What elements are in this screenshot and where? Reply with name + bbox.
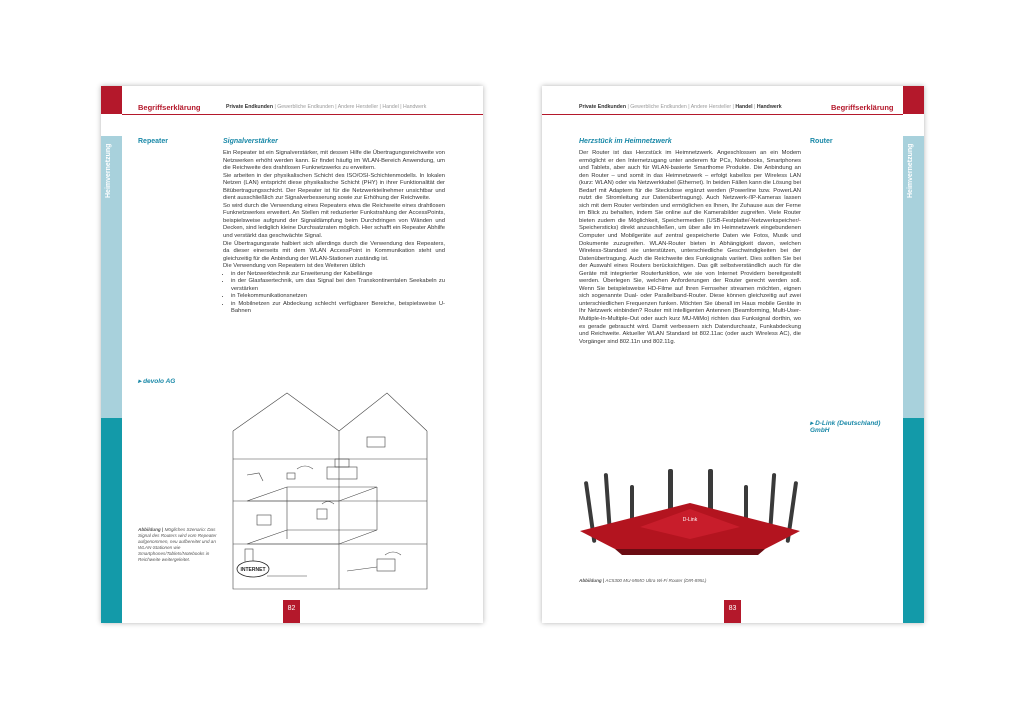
- article-body: [223, 150, 445, 316]
- paragraph: So wird durch die Verwendung eines Repeaters etwa die Reichweite eines drahtlosen Funknetzwerkes erweitert. An Stellen mit reduzierter Funkstrahlung der AccessPoints, beispielsweise aufgrund der Signaldämpfung beim Durchdringen von Wänden und Decken, sind lediglich kleine Durchsatzraten möglich. Hier schafft ein Repeater Abhilfe und verstärkt das geschwächte Signal.: [223, 202, 445, 240]
- nav-breadcrumb: Private Endkunden | Gewerbliche Endkunden | Andere Hersteller | Handel | Handwerk: [226, 104, 427, 110]
- router-brand: D-Link: [682, 517, 698, 523]
- roof-left: [233, 393, 339, 431]
- term-label: Repeater: [138, 138, 168, 145]
- router-illustration: [570, 461, 810, 561]
- bullet-item: • in der Glasfasertechnik, um das Signal bei den Transkontinentalen Seekabeln zu verstärken: [231, 278, 445, 293]
- paragraph: Ein Repeater ist ein Signalverstärker, mit dessen Hilfe die Übertragungsreichweite von Netzwerken erhöht werden kann. Er findet häufig im WLAN-Bereich Anwendung, um die Reichweite des drahtlosen Funknetzwerks zu erweitern.: [223, 150, 445, 172]
- caption-text: Mögliches Szenario: Das Signal des Routers wird vom Repeater aufgenommen, neu aufbereitet und an WLAN-Stationen wie Smartphones/Tablets/Notebooks in Reichweite weitergeleitet.: [138, 527, 217, 562]
- section-title: Begriffserklärung: [138, 103, 201, 112]
- nav-item: Handel: [382, 104, 399, 110]
- bullet-list: [223, 271, 445, 316]
- corner-red-block: [101, 86, 122, 114]
- paragraph: Sie arbeiten in der physikalischen Schicht des ISO/OSI-Schichtenmodells. In lokalen Netzen (LAN) entspricht diese physikalische Schicht (PHY) in ihrer Funktionalität der Bitübertragungsschicht. Der Repeater ist für die Netzwerkteilnehmer unsichtbar und dient ausschließlich zur Signalverbesserung sowie zur Erhöhung der Reichweite.: [223, 172, 445, 202]
- house-network-illustration: [227, 389, 445, 599]
- nav-item: Gewerbliche Endkunden: [277, 104, 334, 110]
- paragraph: Die Verwendung von Repeatern ist des Weiteren üblich: [223, 263, 366, 270]
- nav-item: Andere Hersteller: [690, 104, 732, 110]
- header-rule: [122, 114, 483, 115]
- left-page: [101, 86, 483, 623]
- side-tab-label: Heimvernetzung: [907, 143, 914, 198]
- page-number: 82: [283, 600, 300, 623]
- article-heading: Signalverstärker: [223, 138, 278, 145]
- roof-right: [339, 393, 427, 431]
- caption-label: Abbildung |: [579, 578, 605, 583]
- caption-label: Abbildung |: [138, 527, 164, 532]
- paragraph: Der Router ist das Herzstück im Heimnetzwerk. Angeschlossen an ein Modem ermöglicht er den Internetzugang unter anderem für PCs, Notebooks, Smartphones und Tablets, aber auch für WLAN-basierte Smarthome Produkte. Die Anbindung an den Router – und somit in das Heimnetzwerk – erfolgt kabellos per Wireless LAN (kurz: WLAN) oder via Netzwerkkabel (Ethernet). In beiden Fällen kann die Lösung bei Bedarf mit Adaptern für die Steckdose ergänzt werden (Powerline bzw. PowerLAN nutzt die Stromleitung zur Datenübertragung). Auch Netzwerk-/IP-Kameras lassen sich mit dem Router verbinden und ermöglichen es Ihnen, Ihr Zuhause aus der Ferne im Blick zu behalten, indem Sie online auf die Kamerabilder zugreifen. Viele Router bieten zudem die Möglichkeit, Speichermedien (USB-Festplatte/-Netzwerkspeicher/-Speichersticks) direkt anzuschließen, um über alle im Heimnetzwerk eingebundenen Computer und Mobilgeräte auf zentral gespeicherte Daten wie Fotos, Musik und Dokumente zuzugreifen. WLAN-Router bieten in Abhängigkeit davon, welchen Wireless-Standard sie unterstützen, unterschiedliche Geschwindigkeiten bei der Datenübertragung. Auch die Reichweite des Funksignals variiert. Dies sollten Sie bei der Auswahl eines Routers berücksichtigen. Das gilt selbstverständlich auch für die Geräte mit integrierter Routerfunktion, wie sie von Internet Providern bereitgestellt werden. Überlegen Sie, welchen Anforderungen der Router gerecht werden soll. Wenn Sie beispielsweise HD-Filme auf Ihren Fernseher streamen möchten, eignen sich sogenannte Dual- oder Parallelband-Router. Diese können gleichzeitig auf zwei unterschiedlichen Frequenzen funken. Möchten Sie überall im Haus mobile Geräte in Ihr Netzwerk einbinden? Router mit intelligenten Antennen (Beamforming, Multi-User-Multiple-In-Multiple-Out oder auch kurz MU-MiMo) richten das Funksignal dorthin, wo es gerade gebraucht wird. Damit verbessern sich Datendurchsatz, Funkabdeckung und Reichweite. Aktueller WLAN Standard ist 802.11ac (oder auch Wireless AC), die Vorgänger sind 802.11n und 802.11g.: [579, 150, 802, 345]
- section-title: Begriffserklärung: [831, 103, 894, 112]
- manufacturer-name: devolo AG: [143, 378, 176, 385]
- nav-item: Andere Hersteller: [337, 104, 379, 110]
- side-tab-dark: [101, 418, 122, 623]
- nav-item: Handwerk: [756, 104, 782, 110]
- manufacturer-name: D-Link (Deutschland) GmbH: [810, 420, 881, 434]
- manufacturer-label: ▸ devolo AG: [138, 378, 176, 385]
- page-number: 83: [724, 600, 741, 623]
- nav-item: Gewerbliche Endkunden: [630, 104, 687, 110]
- corner-red-block: [903, 86, 924, 114]
- bullet-item: • in der Netzwerktechnik zur Erweiterung der Kabellänge: [231, 271, 445, 279]
- side-tab-dark: [903, 418, 924, 623]
- manufacturer-label: ▸ D-Link (Deutschland) GmbH: [810, 420, 881, 434]
- figure-caption: [138, 527, 218, 563]
- term-label: Router: [810, 138, 833, 145]
- nav-item: Handel: [735, 104, 753, 110]
- nav-item: Handwerk: [403, 104, 427, 110]
- nav-item: Private Endkunden: [579, 104, 626, 110]
- bullet-item: • in Mobilnetzen zur Abdeckung schlecht verfügbarer Bereiche, beispielsweise U-Bahnen: [231, 301, 445, 316]
- internet-label: INTERNET: [240, 567, 266, 573]
- nav-item: Private Endkunden: [226, 104, 273, 110]
- figure-caption: [579, 578, 839, 584]
- nav-breadcrumb: Private Endkunden | Gewerbliche Endkunden | Andere Hersteller | Handel | Handwerk: [579, 104, 782, 110]
- article-body: [579, 150, 801, 346]
- header-rule: [542, 114, 903, 115]
- article-heading: Herzstück im Heimnetzwerk: [579, 138, 672, 145]
- caption-text: AC5300 MU-MIMO Ultra Wi-Fi Router (DIR-895L): [605, 578, 707, 583]
- side-tab-label: Heimvernetzung: [105, 143, 112, 198]
- bullet-item: • in Telekommunikationsnetzen: [231, 293, 445, 301]
- paragraph: Die Übertragungsrate halbiert sich allerdings durch die Verwendung des Repeaters, da dieser einerseits mit dem WLAN AccessPoint in Kommunikation steht und gleichzeitig für die Anbindung der WLAN-Stationen zuständig ist.: [223, 240, 445, 262]
- right-page: [542, 86, 924, 623]
